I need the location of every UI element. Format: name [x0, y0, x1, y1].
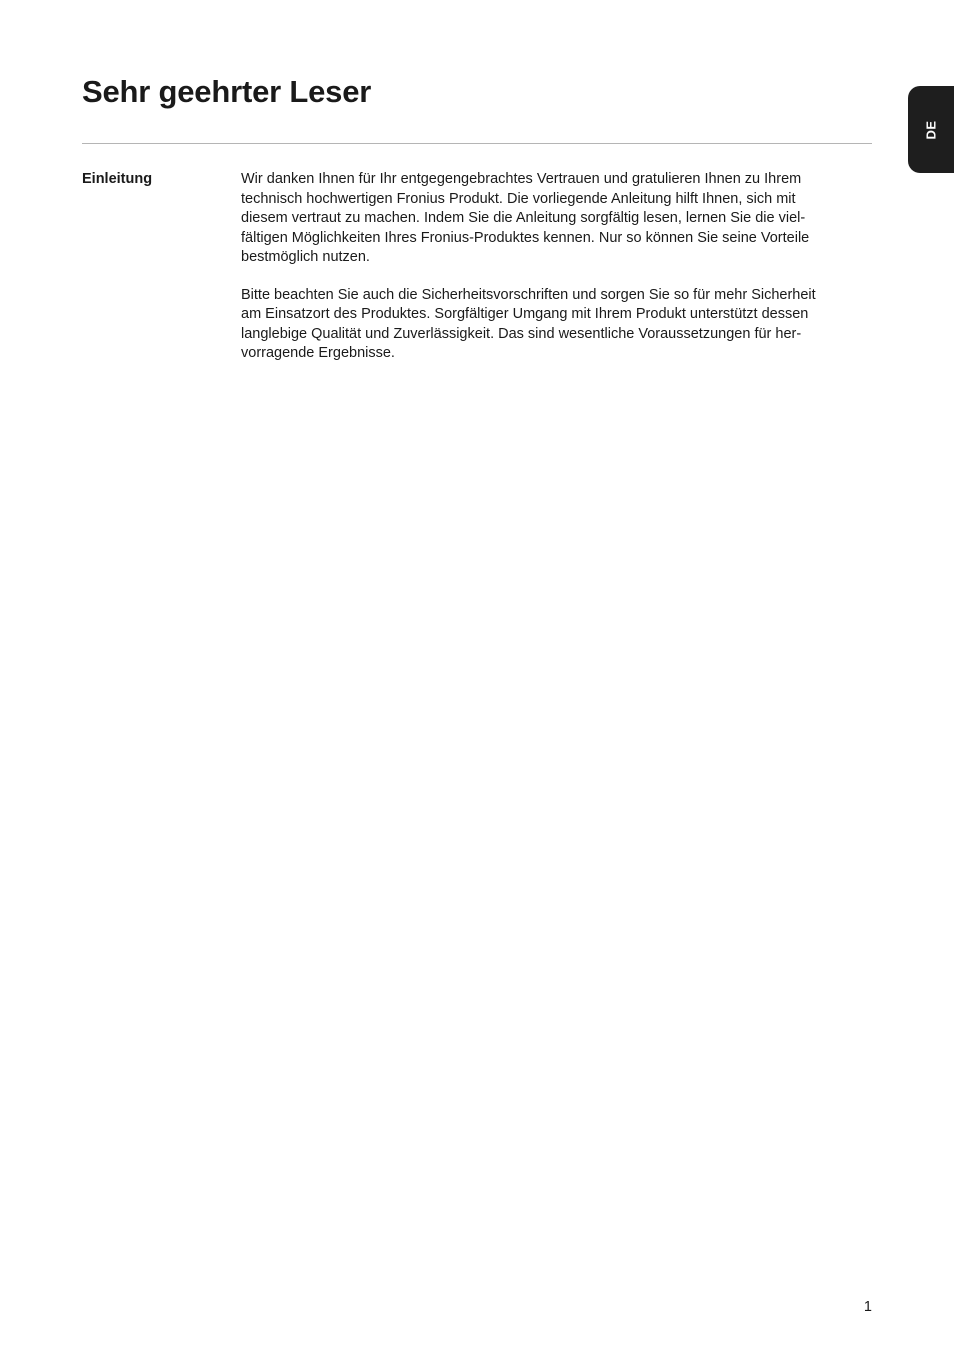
section-body [241, 170, 872, 382]
paragraph-line: bestmöglich nutzen. [241, 249, 370, 265]
page-number: 1 [863, 1299, 872, 1315]
paragraph-line: am Einsatzort des Produktes. Sorgfältiger Umgang mit Ihrem Produkt unterstützt dessen [241, 306, 809, 322]
page-title: Sehr geehrter Leser [82, 74, 372, 109]
paragraph-line: langlebige Qualität und Zuverlässigkeit. Das sind wesentliche Voraussetzungen für her- [241, 325, 802, 342]
paragraph-line: Bitte beachten Sie auch die Sicherheitsvorschriften und sorgen Sie so für mehr Sicherheit [241, 286, 816, 303]
paragraph-line: vorragende Ergebnisse. [241, 345, 395, 361]
paragraph-safety [241, 286, 872, 364]
paragraph-line: technisch hochwertigen Fronius Produkt. Die vorliegende Anleitung hilft Ihnen, sich mit [241, 190, 796, 207]
title-divider [82, 143, 872, 144]
paragraph-line: diesem vertraut zu machen. Indem Sie die Anleitung sorgfältig lesen, lernen Sie die viel- [241, 210, 806, 226]
section-label: Einleitung [82, 171, 153, 187]
language-tab [908, 86, 954, 173]
paragraph-line: Wir danken Ihnen für Ihr entgegengebrachtes Vertrauen und gratulieren Ihnen zu Ihrem [241, 171, 802, 187]
paragraph-intro [241, 170, 872, 268]
language-tab-label: DE [923, 119, 939, 140]
paragraph-line: fältigen Möglichkeiten Ihres Fronius-Produktes kennen. Nur so können Sie seine Vorteile [241, 229, 810, 246]
